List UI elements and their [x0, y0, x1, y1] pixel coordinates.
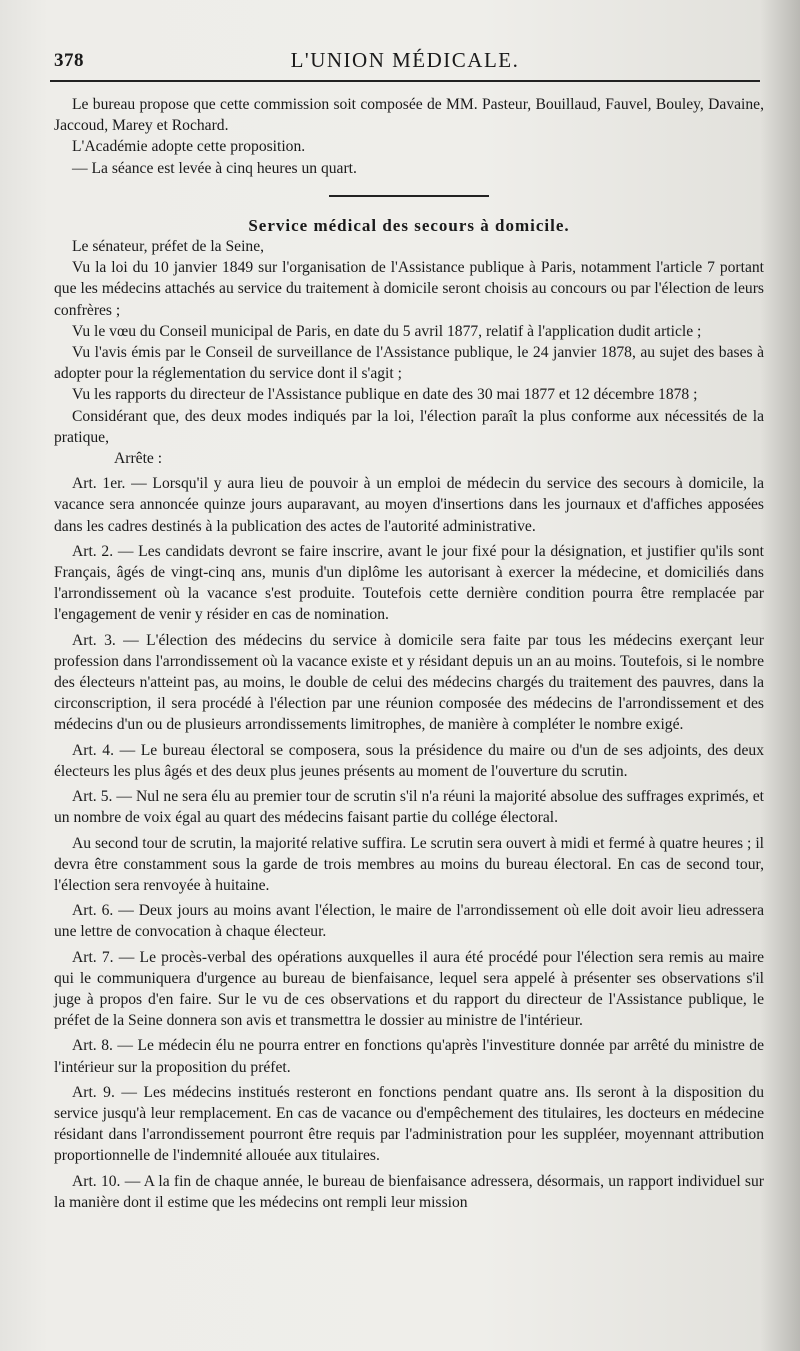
paragraph: — La séance est levée à cinq heures un quart.	[72, 159, 357, 177]
header-rule	[50, 80, 760, 82]
article-9: Art. 9. — Les médecins institués resteront en fonctions pendant quatre ans. Ils seront à la disposition du service jusqu'à leur remplacement. En cas de vacance ou d'empêchement des titulaires, les docteurs en médecine résidant dans l'arrondissement pourront être requis par l'administration pour les suppléer, moyennant attribution proportionnelle de l'indemnité allouée aux titulaires.	[54, 1083, 764, 1165]
paragraph: Vu le vœu du Conseil municipal de Paris, en date du 5 avril 1877, relatif à l'application dudit article ;	[72, 322, 702, 340]
paragraph: Considérant que, des deux modes indiqués par la loi, l'élection paraît la plus conforme aux nécessités de la pratique,	[54, 407, 764, 446]
paragraph: Le bureau propose que cette commission soit composée de MM. Pasteur, Bouillaud, Fauvel, Bouley, Davaine, Jaccoud, Marey et Rochard.	[54, 96, 764, 135]
article-2: Art. 2. — Les candidats devront se faire inscrire, avant le jour fixé pour la désignation, et justifier qu'ils sont Français, âgés de vingt-cinq ans, munis d'un diplôme les autorisant à exercer la médecine, et domiciliés dans l'arrondissement où la vacance s'est produite. Toutefois cette dernière condition pourra être remplacée par l'engagement de venir y résider en cas de nomination.	[54, 542, 764, 624]
body-text	[54, 94, 764, 1213]
article-5-continued: Au second tour de scrutin, la majorité relative suffira. Le scrutin sera ouvert à midi et fermé à quatre heures ; il devra être constamment sous la garde de trois membres au moins du bureau électoral. En cas de second tour, l'élection sera renvoyée à huitaine.	[54, 834, 764, 894]
article-3: Art. 3. — L'élection des médecins du service à domicile sera faite par tous les médecins exerçant leur profession dans l'arrondissement où la vacance existe et y résidant depuis un an au moins. Toutefois, si le nombre des électeurs n'atteint pas, au moins, le double de celui des médecins chargés du traitement des pauvres, dans la circonscription, il sera procédé à l'élection par une réunion composée des médecins de l'arrondissement et des médecins d'un ou de plusieurs arrondissements limitrophes, de manière à compléter le nombre exigé.	[54, 631, 764, 734]
paragraph: Vu l'avis émis par le Conseil de surveillance de l'Assistance publique, le 24 janvier 1878, au sujet des bases à adopter pour la réglementation du service dont il s'agit ;	[54, 344, 764, 383]
article-5: Art. 5. — Nul ne sera élu au premier tour de scrutin s'il n'a réuni la majorité absolue des suffrages exprimés, et un nombre de voix égal au quart des médecins faisant partie du collége électoral.	[54, 788, 764, 827]
section-rule	[329, 195, 489, 197]
paragraph: Vu les rapports du directeur de l'Assistance publique en date des 30 mai 1877 et 12 décembre 1878 ;	[72, 386, 698, 404]
article-4: Art. 4. — Le bureau électoral se composera, sous la présidence du maire ou d'un de ses adjoints, des deux électeurs les plus âgés et des deux plus jeunes présents au moment de l'ouverture du scrutin.	[54, 741, 764, 780]
arrete-heading: Arrête :	[114, 450, 163, 468]
page-header	[50, 44, 760, 74]
running-title: L'UNION MÉDICALE.	[290, 48, 520, 72]
page-number: 378	[54, 50, 84, 71]
article-7: Art. 7. — Le procès-verbal des opérations auxquelles il aura été procédé pour l'élection sera remis au maire qui le communiquera d'urgence au bureau de bienfaisance, lequel sera appelé à présenter ses observations s'il juge à propos d'en faire. Sur le vu de ces observations et du rapport du directeur de l'Assistance publique, le préfet de la Seine donnera son avis et transmettra le dossier au ministre de l'intérieur.	[54, 948, 764, 1030]
article-10: Art. 10. — A la fin de chaque année, le bureau de bienfaisance adressera, désormais, un rapport individuel sur la manière dont il estime que les médecins ont rempli leur mission	[54, 1172, 764, 1211]
paragraph: Vu la loi du 10 janvier 1849 sur l'organisation de l'Assistance publique à Paris, notamment l'article 7 portant que les médecins attachés au service du traitement à domicile seront choisis au concours ou par l'élection de leurs confrères ;	[54, 259, 764, 319]
article-8: Art. 8. — Le médecin élu ne pourra entrer en fonctions qu'après l'investiture donnée par arrêté du ministre de l'intérieur sur la proposition du préfet.	[54, 1037, 764, 1076]
section-title: Service médical des secours à domicile.	[248, 215, 570, 235]
paragraph: Le sénateur, préfet de la Seine,	[72, 238, 265, 256]
paragraph: L'Académie adopte cette proposition.	[72, 138, 306, 156]
article-1: Art. 1er. — Lorsqu'il y aura lieu de pouvoir à un emploi de médecin du service des secours à domicile, la vacance sera annoncée quinze jours auparavant, au moyen d'insertions dans les journaux et d'affiches apposées dans les cadres destinés à la publication des actes de l'autorité administrative.	[54, 475, 764, 535]
article-6: Art. 6. — Deux jours au moins avant l'élection, le maire de l'arrondissement où elle doit avoir lieu adressera une lettre de convocation à chaque électeur.	[54, 902, 764, 941]
